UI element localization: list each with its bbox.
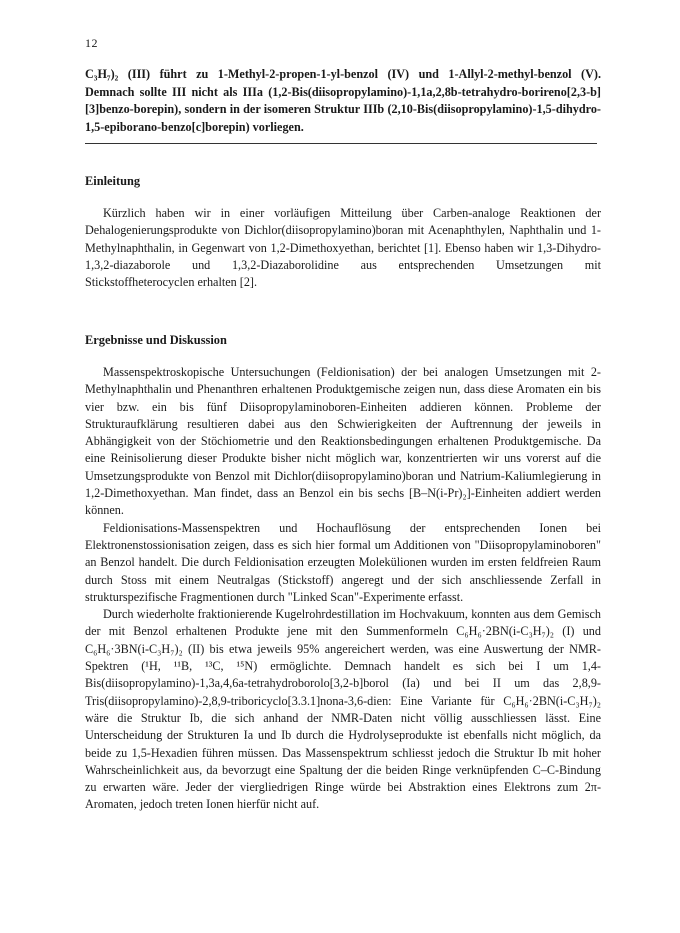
paragraph: Massenspektroskopische Untersuchungen (Feldionisation) der bei analogen Umsetzungen mit 2-Methylnaphthalin und Phenanthren erhaltenen Produktgemische zeigen nun, dass diese Aromaten ein bis vier bzw. ein bis fünf Diisopropylaminoboren-Einheiten addieren können. Probleme der Strukturaufklärung resultieren dabei aus den Schwierigkeiten der Auftrennung der jeweils in Abhängigkeit von der Stöchiometrie und den Reaktionsbedingungen erhaltenen Produktgemische. Da eine Reinisolierung dieser Produkte bisher nicht möglich war, konzentrierten wir uns vorerst auf die Umsetzungsprodukte von Benzol mit Dichlor(diisopropylamino)boran und Natrium-Kaliumlegierung in 1,2-Dimethoxyethan. Man findet, dass an Benzol ein bis sechs [B–N(i-Pr)₂]-Einheiten addiert werden können. <box>85 365 601 518</box>
section-heading-ergebnisse: Ergebnisse und Diskussion <box>85 333 227 347</box>
section-heading-einleitung: Einleitung <box>85 174 141 188</box>
abstract-text: C₃H₇)₂ (III) führt zu 1-Methyl-2-propen-1-yl-benzol (IV) und 1-Allyl-2-methyl-benzol (V). Demnach sollte III nicht als IIIa (1,2-Bis(diisopropylamino)-1,1a,2,8b-tetrahydro-borireno[2,3-b][3]benzo-borepin), sondern in der isomeren Struktur IIIb (2,10-Bis(diisopropylamino)-1,5-dihydro-1,5-epiborano-benzo[c]borepin) vorliegen. <box>85 67 601 134</box>
section-einleitung-body <box>85 205 601 291</box>
paragraph: Feldionisations-Massenspektren und Hochauflösung der entsprechenden Ionen bei Elektronenstossionisation zeigen, dass es sich hier formal um Additionen von "Diisopropylaminoboren" an Benzol handelt. Die durch Feldionisation erzeugten Molekülionen wurden im ersten feldfreien Raum durch Stoss mit einem Neutralgas (Stickstoff) angeregt und der sich anschliessende Zerfall in strukturspezifische Fragmentionen durch "Linked Scan"-Experimente erfasst. <box>85 520 601 604</box>
page-number: 12 <box>85 36 98 50</box>
abstract-block <box>85 66 601 136</box>
section-divider <box>85 143 597 144</box>
paragraph: Durch wiederholte fraktionierende Kugelrohrdestillation im Hochvakuum, konnten aus dem Gemisch der mit Benzol erhaltenen Produkte jene mit den Summenformeln C₆H₆·2BN(i-C₃H₇)₂ (I) und C₆H₆·3BN(i-C₃H₇)₂ (II) bis etwa jeweils 95% angereichert werden, was eine Auswertung der NMR-Spektren (¹H, ¹¹B, ¹³C, ¹⁵N) ermöglichte. Demnach handelt es sich bei I um 1,4-Bis(diisopropylamino)-1,3a,4,6a-tetrahydroborolo[3,2-b]borol (Ia) und bei II um das 2,8,9-Tris(diisopropylamino)-2,8,9-triboricyclo[3.3.1]nona-3,6-dien: Eine Variante für C₆H₆·2BN(i-C₃H₇)₂ wäre die Struktur Ib, die sich anhand der NMR-Daten nicht völlig ausschliessen lässt. Eine Unterscheidung der Strukturen Ia und Ib durch die Hydrolyseprodukte ist ebenfalls nicht möglich, da beide zu 1,5-Hexadien führen müssen. Das Massenspektrum schliesst jedoch die Struktur Ib mit hoher Wahrscheinlichkeit aus, da bevorzugt eine Spaltung der die beiden Ringe verknüpfenden C–C-Bindung zu erwarten wäre. Jeder der viergliedrigen Ringe würde bei Abstraktion eines Elektrons zum 2π-Aromaten, jedoch treten Ionen hierfür nicht auf. <box>85 607 601 812</box>
section-ergebnisse-body <box>85 364 601 814</box>
paragraph: Kürzlich haben wir in einer vorläufigen Mitteilung über Carben-analoge Reaktionen der Dehalogenierungsprodukte von Dichlor(diisopropylamino)boran mit Acenaphthylen, Naphthalin und 1-Methylnaphthalin, in Gegenwart von 1,2-Dimethoxyethan, berichtet [1]. Ebenso haben wir 1,3-Dihydro-1,3,2-diazaborole und 1,3,2-Diazaborolidine aus entsprechenden Umsetzungen mit Stickstoffheterocyclen erhalten [2]. <box>85 206 601 290</box>
